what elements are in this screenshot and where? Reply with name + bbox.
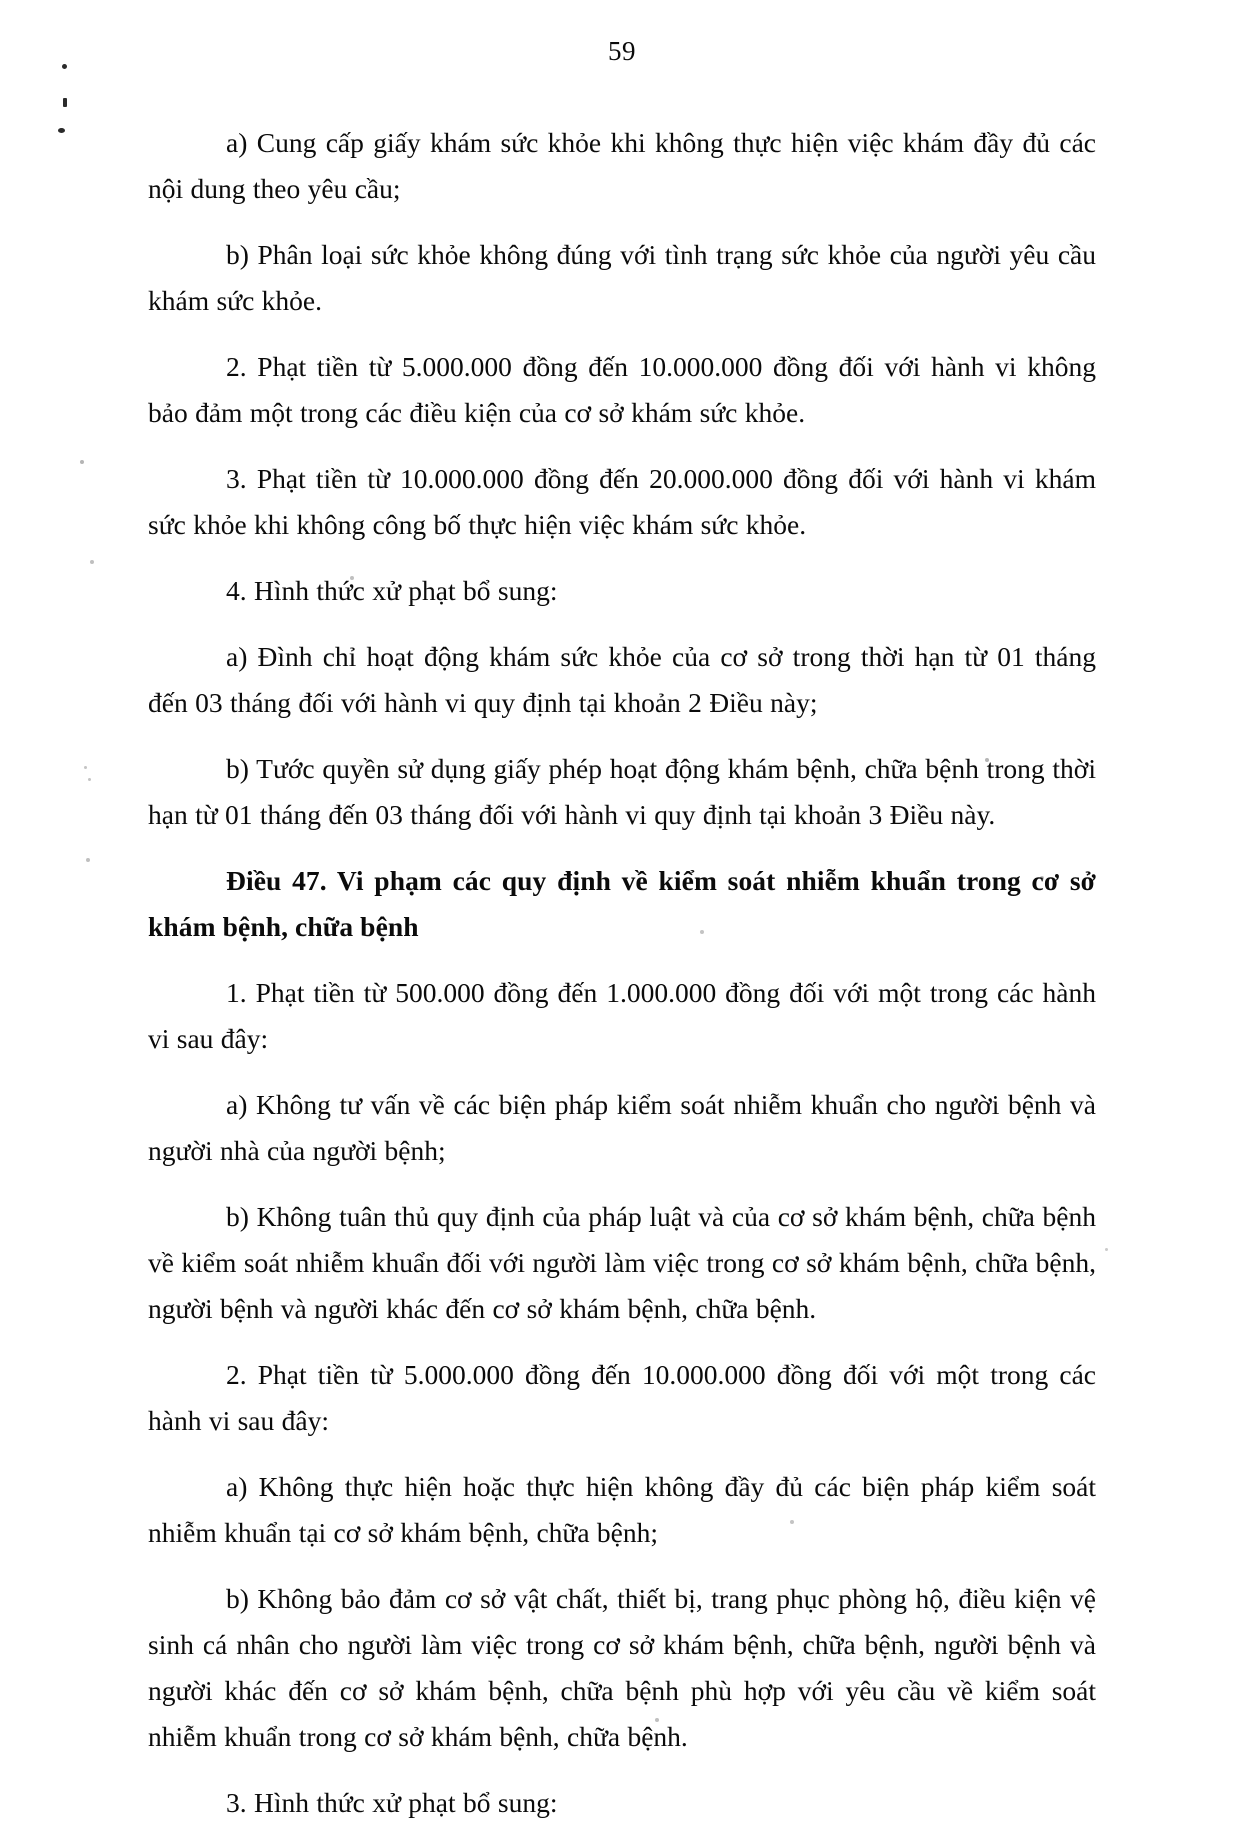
scan-speck xyxy=(80,460,84,464)
paragraph-art47-3: 3. Hình thức xử phạt bổ sung: xyxy=(226,1787,558,1818)
paragraph-art46-2: 2. Phạt tiền từ 5.000.000 đồng đến 10.000.000 đồng đối với hành vi không bảo đảm một trong các điều kiện của cơ sở khám sức khỏe. xyxy=(148,351,1096,428)
paragraph-art46-1b: b) Phân loại sức khỏe không đúng với tình trạng sức khỏe của người yêu cầu khám sức khỏe. xyxy=(148,239,1096,316)
paragraph-art47-2a: a) Không thực hiện hoặc thực hiện không đầy đủ các biện pháp kiểm soát nhiễm khuẩn tại cơ sở khám bệnh, chữa bệnh; xyxy=(148,1471,1096,1548)
page-number: 59 xyxy=(608,36,636,66)
document-body xyxy=(148,120,1096,1826)
paragraph-art46-4a: a) Đình chỉ hoạt động khám sức khỏe của cơ sở trong thời hạn từ 01 tháng đến 03 tháng đối với hành vi quy định tại khoản 2 Điều này; xyxy=(148,641,1096,718)
paragraph-art47-2b: b) Không bảo đảm cơ sở vật chất, thiết bị, trang phục phòng hộ, điều kiện vệ sinh cá nhân cho người làm việc trong cơ sở khám bệnh, chữa bệnh, người bệnh và người khác đến cơ sở khám bệnh, chữa bệnh phù hợp với yêu cầu về kiểm soát nhiễm khuẩn trong cơ sở khám bệnh, chữa bệnh. xyxy=(148,1583,1096,1752)
paragraph-art47-2: 2. Phạt tiền từ 5.000.000 đồng đến 10.000.000 đồng đối với một trong các hành vi sau đây: xyxy=(148,1359,1096,1436)
scan-speck xyxy=(84,766,87,769)
paragraph-art47-1b: b) Không tuân thủ quy định của pháp luật và của cơ sở khám bệnh, chữa bệnh về kiểm soát nhiễm khuẩn đối với người làm việc trong cơ sở khám bệnh, chữa bệnh, người bệnh và người khác đến cơ sở khám bệnh, chữa bệnh. xyxy=(148,1201,1096,1324)
scan-speck xyxy=(88,778,91,781)
paragraph-art46-4b: b) Tước quyền sử dụng giấy phép hoạt động khám bệnh, chữa bệnh trong thời hạn từ 01 tháng đến 03 tháng đối với hành vi quy định tại khoản 3 Điều này. xyxy=(148,753,1096,830)
paragraph-art47-1a: a) Không tư vấn về các biện pháp kiểm soát nhiễm khuẩn cho người bệnh và người nhà của người bệnh; xyxy=(148,1089,1096,1166)
paragraph-art47-1: 1. Phạt tiền từ 500.000 đồng đến 1.000.000 đồng đối với một trong các hành vi sau đây: xyxy=(148,977,1096,1054)
scan-speck xyxy=(58,128,65,133)
article-47-heading: Điều 47. Vi phạm các quy định về kiểm soát nhiễm khuẩn trong cơ sở khám bệnh, chữa bệnh xyxy=(148,865,1096,942)
paragraph-art46-4: 4. Hình thức xử phạt bổ sung: xyxy=(226,575,558,606)
scan-speck xyxy=(63,98,67,107)
scan-speck xyxy=(90,560,94,564)
paragraph-art46-3: 3. Phạt tiền từ 10.000.000 đồng đến 20.000.000 đồng đối với hành vi khám sức khỏe khi không công bố thực hiện việc khám sức khỏe. xyxy=(148,463,1096,540)
paragraph-art46-1a: a) Cung cấp giấy khám sức khỏe khi không thực hiện việc khám đầy đủ các nội dung theo yêu cầu; xyxy=(148,127,1096,204)
scan-speck xyxy=(86,858,90,862)
scan-speck xyxy=(1105,1248,1108,1251)
